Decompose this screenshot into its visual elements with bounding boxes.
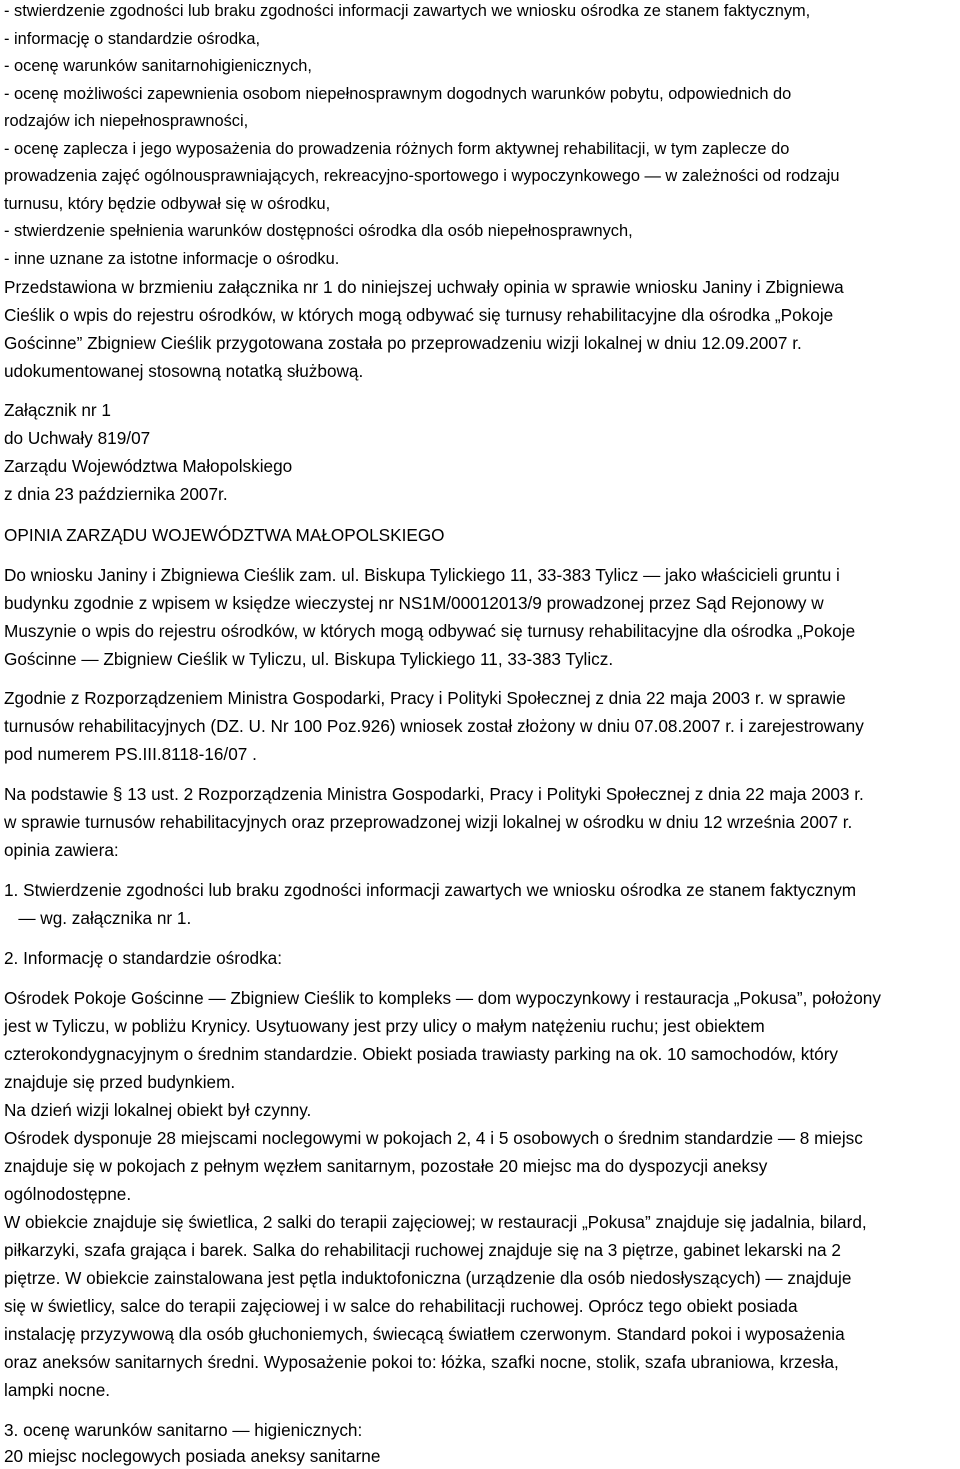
intro-list-item: - ocenę warunków sanitarnohigienicznych, (4, 57, 312, 75)
point2-body-line: oraz aneksów sanitarnych średni. Wyposażenie pokoi to: łóżka, szafki nocne, stolik, szafa ubraniowa, krzesła, (4, 1352, 839, 1372)
intro-list-item: rodzajów ich niepełnosprawności, (4, 112, 249, 130)
attachment-header-line: z dnia 23 października 2007r. (4, 484, 228, 504)
point2-body-line: Ośrodek Pokoje Gościnne — Zbigniew Cieślik to kompleks — dom wypoczynkowy i restauracja „Pokusa”, położony (4, 988, 881, 1008)
intro-list-item: - ocenę możliwości zapewnienia osobom niepełnosprawnym dogodnych warunków pobytu, odpowiednich do (4, 85, 792, 103)
basis-paragraph-line: w sprawie turnusów rehabilitacyjnych oraz przeprowadzonej wizji lokalnej w ośrodku w dniu 12 września 2007 r. (4, 812, 853, 832)
point2-body-line: W obiekcie znajduje się świetlica, 2 salki do terapii zajęciowej; w restauracji „Pokusa” znajduje się jadalnia, bilard, (4, 1212, 867, 1232)
point1-line: 1. Stwierdzenie zgodności lub braku zgodności informacji zawartych we wniosku ośrodka ze stanem faktycznym (4, 880, 857, 900)
intro-list-item: turnusu, który będzie odbywał się w ośrodku, (4, 195, 331, 213)
preamble-line: Przedstawiona w brzmieniu załącznika nr 1 do niniejszej uchwały opinia w sprawie wniosku Janiny i Zbigniewa (4, 277, 844, 297)
attachment-header-line: do Uchwały 819/07 (4, 428, 151, 448)
point2-body-line: się w świetlicy, salce do terapii zajęciowej i w salce do rehabilitacji ruchowej. Oprócz tego obiekt posiada (4, 1296, 798, 1316)
point2-body-line: znajduje się w pokojach z pełnym węzłem sanitarnym, pozostałe 20 miejsc ma do dyspozycji aneksy (4, 1156, 768, 1176)
regulation-paragraph-line: pod numerem PS.III.8118-16/07 . (4, 744, 257, 764)
attachment-header-line: Załącznik nr 1 (4, 400, 111, 420)
basis-paragraph-line: Na podstawie § 13 ust. 2 Rozporządzenia Ministra Gospodarki, Pracy i Polityki Społecznej z dnia 22 maja 2003 r. (4, 784, 864, 804)
request-paragraph-line: Gościnne — Zbigniew Cieślik w Tyliczu, ul. Biskupa Tylickiego 11, 33-383 Tylicz. (4, 649, 614, 669)
attachment-header-line: Zarządu Województwa Małopolskiego (4, 456, 293, 476)
point3-heading: 3. ocenę warunków sanitarno — higienicznych: (4, 1420, 363, 1440)
point3-body-line: 20 miejsc noclegowych posiada aneksy sanitarne (4, 1446, 381, 1466)
point2-body-line: lampki nocne. (4, 1380, 111, 1400)
intro-list-item: - ocenę zaplecza i jego wyposażenia do prowadzenia różnych form aktywnej rehabilitacji, w tym zaplecze do (4, 140, 790, 158)
point2-body-line: instalację przyzywową dla osób głuchoniemych, świecącą światłem czerwonym. Standard pokoi i wyposażenia (4, 1324, 845, 1344)
regulation-paragraph-line: Zgodnie z Rozporządzeniem Ministra Gospodarki, Pracy i Polityki Społecznej z dnia 22 maja 2003 r. w sprawie (4, 688, 846, 708)
point2-body-line: ogólnodostępne. (4, 1184, 132, 1204)
point2-body-line: piłkarzyki, szafa grająca i barek. Salka do rehabilitacji ruchowej znajduje się na 3 piętrze, gabinet lekarski na 2 (4, 1240, 841, 1260)
request-paragraph-line: budynku zgodnie z wpisem w księdze wieczystej nr NS1M/00012013/9 prowadzonej przez Sąd Rejonowy w (4, 593, 824, 613)
point2-heading: 2. Informację o standardzie ośrodka: (4, 948, 283, 968)
intro-list-item: - stwierdzenie spełnienia warunków dostępności ośrodka dla osób niepełnosprawnych, (4, 222, 633, 240)
regulation-paragraph-line: turnusów rehabilitacyjnych (DZ. U. Nr 100 Poz.926) wniosek został złożony w dniu 07.08.2007 r. i zarejestrowany (4, 716, 864, 736)
request-paragraph-line: Do wniosku Janiny i Zbigniewa Cieślik zam. ul. Biskupa Tylickiego 11, 33-383 Tylicz — jako właścicieli gruntu i (4, 565, 840, 585)
preamble-line: Cieślik o wpis do rejestru ośrodków, w których mogą odbywać się turnusy rehabilitacyjne dla ośrodka „Pokoje (4, 305, 834, 325)
preamble-line: Gościnne” Zbigniew Cieślik przygotowana została po przeprowadzeniu wizji lokalnej w dniu 12.09.2007 r. (4, 333, 802, 353)
intro-list-item: prowadzenia zajęć ogólnousprawniających, rekreacyjno-sportowego i wypoczynkowego — w zależności od rodzaju (4, 167, 840, 185)
intro-list-item: - stwierdzenie zgodności lub braku zgodności informacji zawartych we wniosku ośrodka ze stanem faktycznym, (4, 2, 811, 20)
point2-body-line: piętrze. W obiekcie zainstalowana jest pętla induktofoniczna (urządzenie dla osób niedosłyszących) — znajduje (4, 1268, 852, 1288)
point1-line: — wg. załącznika nr 1. (4, 908, 192, 928)
intro-list-item: - inne uznane za istotne informacje o ośrodku. (4, 250, 340, 268)
point2-body-line: czterokondygnacyjnym o średnim standardzie. Obiekt posiada trawiasty parking na ok. 10 samochodów, który (4, 1044, 839, 1064)
opinion-title: OPINIA ZARZĄDU WOJEWÓDZTWA MAŁOPOLSKIEGO (4, 525, 445, 545)
point2-body-line: Na dzień wizji lokalnej obiekt był czynny. (4, 1100, 312, 1120)
request-paragraph-line: Muszynie o wpis do rejestru ośrodków, w których mogą odbywać się turnusy rehabilitacyjne dla ośrodka „Pokoje (4, 621, 856, 641)
point2-body-line: znajduje się przed budynkiem. (4, 1072, 236, 1092)
point2-body-line: jest w Tyliczu, w pobliżu Krynicy. Usytuowany jest przy ulicy o małym natężeniu ruchu; jest obiektem (4, 1016, 765, 1036)
point2-body-line: Ośrodek dysponuje 28 miejscami noclegowymi w pokojach 2, 4 i 5 osobowych o średnim standardzie — 8 miejsc (4, 1128, 863, 1148)
intro-list-item: - informację o standardzie ośrodka, (4, 30, 260, 48)
basis-paragraph-line: opinia zawiera: (4, 840, 119, 860)
preamble-line: udokumentowanej stosowną notatką służbową. (4, 361, 364, 381)
